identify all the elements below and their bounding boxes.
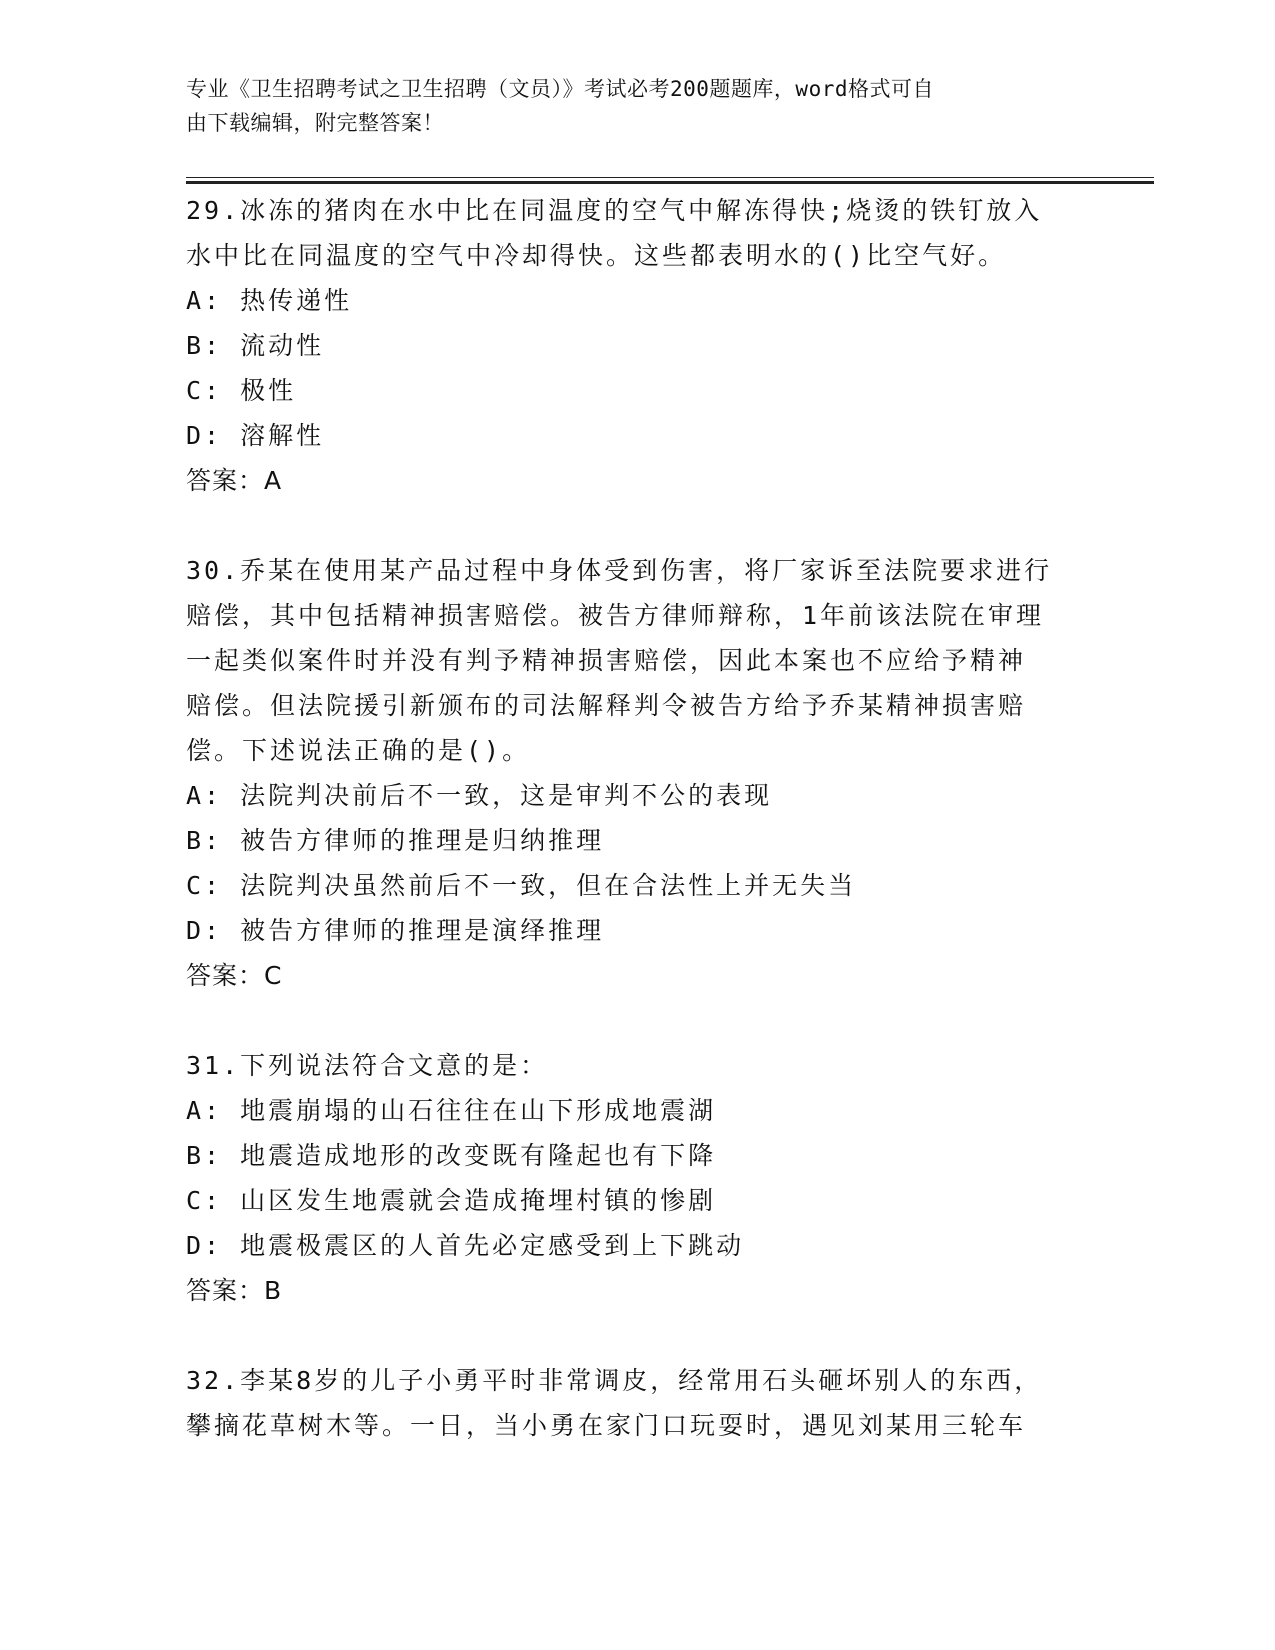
option-b: B: 地震造成地形的改变既有隆起也有下降 bbox=[186, 1141, 717, 1170]
option-d: D: 地震极震区的人首先必定感受到上下跳动 bbox=[186, 1231, 745, 1260]
header-divider-thick bbox=[186, 181, 1154, 184]
option-c: C: 法院判决虽然前后不一致，但在合法性上并无失当 bbox=[186, 871, 857, 900]
answer-line: 答案：B bbox=[186, 1276, 283, 1305]
option-d: D: 被告方律师的推理是演绎推理 bbox=[186, 916, 605, 945]
option-a: A: 地震崩塌的山石往往在山下形成地震湖 bbox=[186, 1096, 717, 1125]
question-stem-line: 29.冰冻的猪肉在水中比在同温度的空气中解冻得快;烧烫的铁钉放入 bbox=[186, 196, 1043, 225]
answer-line: 答案：C bbox=[186, 961, 283, 990]
question-29 bbox=[186, 188, 1086, 503]
question-stem-line: 32.李某8岁的儿子小勇平时非常调皮，经常用石头砸坏别人的东西， bbox=[186, 1366, 1043, 1395]
question-list bbox=[186, 188, 1086, 1448]
question-stem-line: 水中比在同温度的空气中冷却得快。这些都表明水的()比空气好。 bbox=[186, 241, 1007, 270]
question-stem-line: 一起类似案件时并没有判予精神损害赔偿，因此本案也不应给予精神 bbox=[186, 646, 1027, 675]
question-stem-line: 31.下列说法符合文意的是： bbox=[186, 1051, 549, 1080]
question-31 bbox=[186, 1043, 1086, 1313]
option-c: C: 极性 bbox=[186, 376, 297, 405]
question-30 bbox=[186, 548, 1086, 998]
option-a: A: 热传递性 bbox=[186, 286, 353, 315]
question-stem-line: 30.乔某在使用某产品过程中身体受到伤害，将厂家诉至法院要求进行 bbox=[186, 556, 1053, 585]
question-stem-line: 偿。下述说法正确的是()。 bbox=[186, 736, 531, 765]
header-line-1: 专业《卫生招聘考试之卫生招聘（文员）》考试必考200题题库，word格式可自 bbox=[186, 77, 934, 101]
header-line-2: 由下载编辑，附完整答案！ bbox=[186, 111, 444, 135]
question-spacer bbox=[186, 1313, 1086, 1358]
document-header bbox=[186, 72, 1066, 140]
question-spacer bbox=[186, 998, 1086, 1043]
option-d: D: 溶解性 bbox=[186, 421, 325, 450]
option-c: C: 山区发生地震就会造成掩埋村镇的惨剧 bbox=[186, 1186, 717, 1215]
question-stem-line: 赔偿。但法院援引新颁布的司法解释判令被告方给予乔某精神损害赔 bbox=[186, 691, 1027, 720]
header-divider-thin bbox=[186, 177, 1154, 178]
question-32 bbox=[186, 1358, 1086, 1448]
option-b: B: 被告方律师的推理是归纳推理 bbox=[186, 826, 605, 855]
answer-line: 答案：A bbox=[186, 466, 283, 495]
option-b: B: 流动性 bbox=[186, 331, 325, 360]
question-stem-line: 攀摘花草树木等。一日，当小勇在家门口玩耍时，遇见刘某用三轮车 bbox=[186, 1411, 1027, 1440]
option-a: A: 法院判决前后不一致，这是审判不公的表现 bbox=[186, 781, 773, 810]
question-spacer bbox=[186, 503, 1086, 548]
question-stem-line: 赔偿，其中包括精神损害赔偿。被告方律师辩称，1年前该法院在审理 bbox=[186, 601, 1045, 630]
